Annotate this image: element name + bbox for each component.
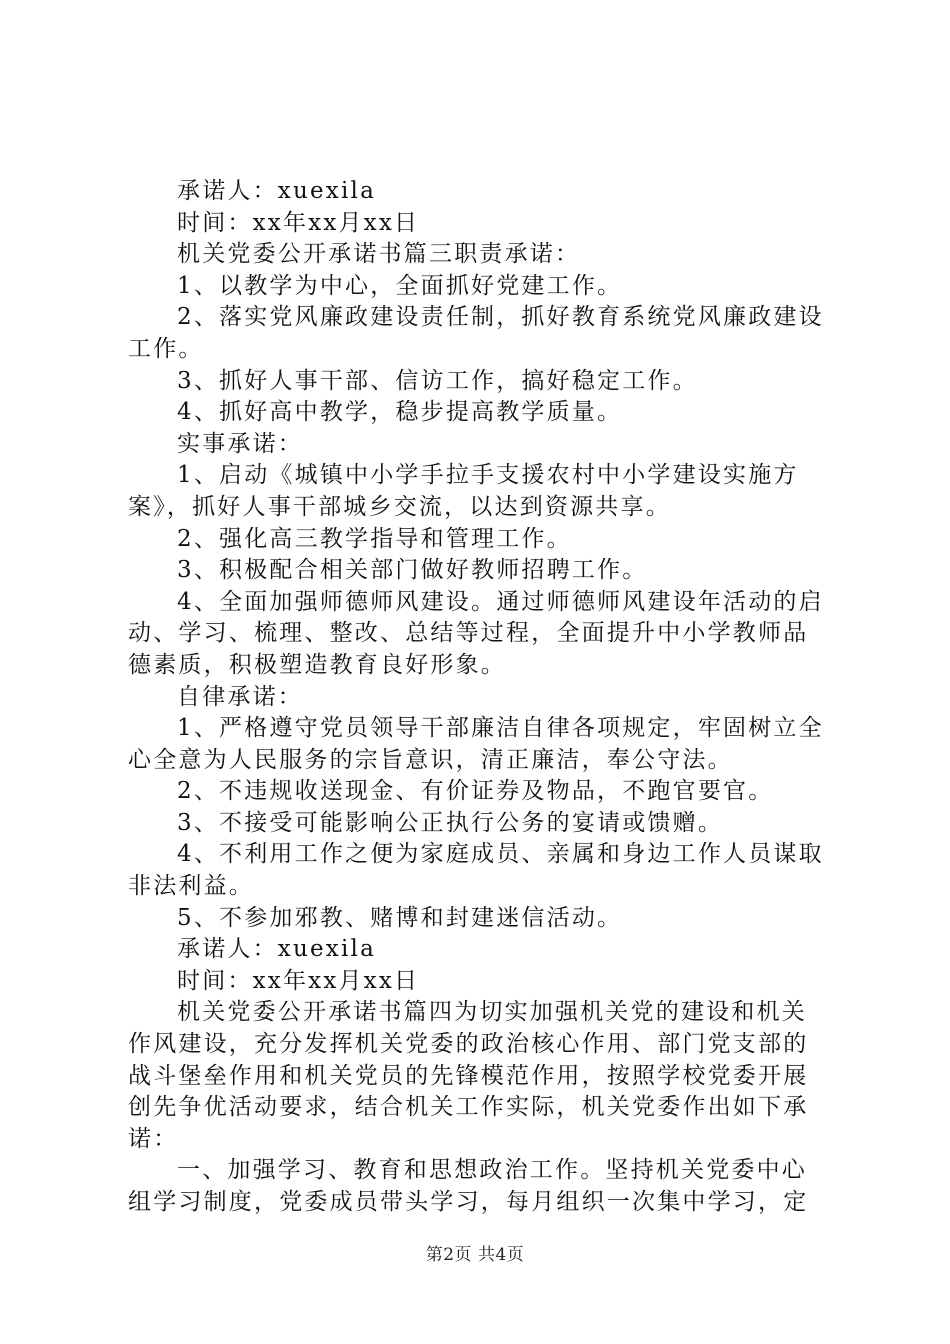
text-line: 机关党委公开承诺书篇三职责承诺： (177, 241, 581, 268)
text-line: 3、积极配合相关部门做好教师招聘工作。 (177, 557, 648, 584)
text-line: 战斗堡垒作用和机关党员的先锋模范作用，按照学校党委开展 (128, 1062, 809, 1089)
text-line: 时间：xx年xx月xx日 (177, 209, 420, 236)
text-line: 1、严格遵守党员领导干部廉洁自律各项规定，牢固树立全 (177, 715, 824, 742)
text-line: 心全意为人民服务的宗旨意识，清正廉洁，奉公守法。 (128, 746, 733, 773)
text-line: 作风建设，充分发挥机关党委的政治核心作用、部门党支部的 (128, 1031, 809, 1058)
text-line: 组学习制度，党委成员带头学习，每月组织一次集中学习，定 (128, 1189, 809, 1215)
text-line: 时间：xx年xx月xx日 (177, 967, 420, 994)
text-line: 动、学习、梳理、整改、总结等过程，全面提升中小学教师品 (128, 620, 809, 647)
text-line: 德素质，积极塑造教育良好形象。 (128, 651, 506, 678)
text-line: 实事承诺： (177, 430, 303, 457)
text-line: 一、加强学习、教育和思想政治工作。坚持机关党委中心 (177, 1157, 807, 1184)
page-footer: 第2页 共4页 (425, 1245, 525, 1265)
text-line: 3、抓好人事干部、信访工作，搞好稳定工作。 (177, 367, 698, 394)
text-line: 2、强化高三教学指导和管理工作。 (177, 525, 572, 552)
text-line: 机关党委公开承诺书篇四为切实加强机关党的建设和机关 (177, 999, 807, 1026)
text-line: 诺： (128, 1125, 179, 1152)
text-line: 1、启动《城镇中小学手拉手支援农村中小学建设实施方 (177, 462, 799, 489)
text-line: 1、以教学为中心，全面抓好党建工作。 (177, 272, 623, 299)
text-line: 承诺人：xuexila (177, 178, 376, 204)
text-line: 自律承诺： (177, 683, 303, 710)
text-line: 4、全面加强师德师风建设。通过师德师风建设年活动的启 (177, 588, 824, 615)
text-line: 创先争优活动要求，结合机关工作实际，机关党委作出如下承 (128, 1094, 809, 1121)
text-line: 工作。 (128, 335, 204, 362)
document-body (128, 176, 834, 1219)
text-line: 5、不参加邪教、赌博和封建迷信活动。 (177, 904, 623, 931)
text-line: 2、不违规收送现金、有价证券及物品，不跑官要官。 (177, 778, 774, 805)
text-line: 2、落实党风廉政建设责任制，抓好教育系统党风廉政建设 (177, 304, 824, 331)
text-line: 案》，抓好人事干部城乡交流，以达到资源共享。 (128, 493, 671, 520)
text-line: 承诺人：xuexila (177, 936, 376, 963)
text-line: 4、不利用工作之便为家庭成员、亲属和身边工作人员谋取 (177, 841, 824, 868)
text-line: 4、抓好高中教学，稳步提高教学质量。 (177, 399, 623, 426)
text-line: 非法利益。 (128, 873, 254, 900)
text-line: 3、不接受可能影响公正执行公务的宴请或馈赠。 (177, 809, 724, 836)
